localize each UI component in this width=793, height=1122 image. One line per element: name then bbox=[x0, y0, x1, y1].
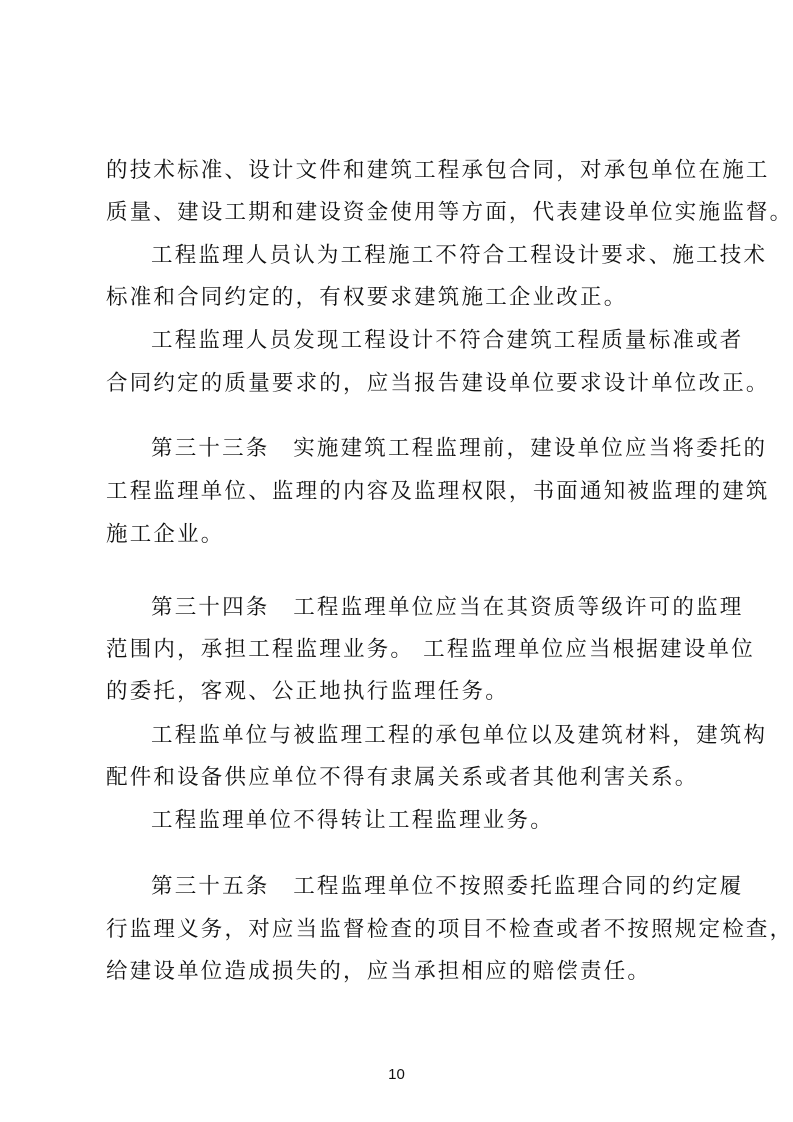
text-line: 配件和设备供应单位不得有隶属关系或者其他利害关系。 bbox=[106, 765, 699, 790]
text-line: 施工企业。 bbox=[106, 522, 225, 547]
text-line: 行监理义务，对应当监督检查的项目不检查或者不按照规定检查， bbox=[106, 917, 793, 942]
text-line: 合同约定的质量要求的，应当报告建设单位要求设计单位改正。 bbox=[106, 371, 770, 396]
text-line: 工程监单位与被监理工程的承包单位以及建筑材料，建筑构 bbox=[151, 723, 768, 748]
text-line: 工程监理人员发现工程设计不符合建筑工程质量标准或者 bbox=[151, 328, 744, 353]
text-line: 质量、建设工期和建设资金使用等方面，代表建设单位实施监督。 bbox=[106, 200, 793, 225]
text-line: 工程监理人员认为工程施工不符合工程设计要求、施工技术 bbox=[151, 243, 768, 268]
text-line: 的委托，客观、公正地执行监理任务。 bbox=[106, 679, 509, 704]
text-line: 第三十四条 工程监理单位应当在其资质等级许可的监理 bbox=[151, 595, 744, 620]
text-line: 给建设单位造成损失的，应当承担相应的赔偿责任。 bbox=[106, 959, 652, 984]
text-line: 标准和合同约定的，有权要求建筑施工企业改正。 bbox=[106, 285, 628, 310]
text-line: 第三十五条 工程监理单位不按照委托监理合同的约定履 bbox=[151, 874, 744, 899]
text-line: 第三十三条 实施建筑工程监理前，建设单位应当将委托的 bbox=[151, 436, 768, 461]
text-line: 工程监理单位不得转让工程监理业务。 bbox=[151, 808, 554, 833]
text-line: 范围内，承担工程监理业务。 工程监理单位应当根据建设单位 bbox=[106, 637, 755, 662]
text-line: 工程监理单位、监理的内容及监理权限，书面通知被监理的建筑 bbox=[106, 479, 770, 504]
page-number: 10 bbox=[388, 1066, 405, 1083]
text-line: 的技术标准、设计文件和建筑工程承包合同，对承包单位在施工 bbox=[106, 158, 770, 183]
